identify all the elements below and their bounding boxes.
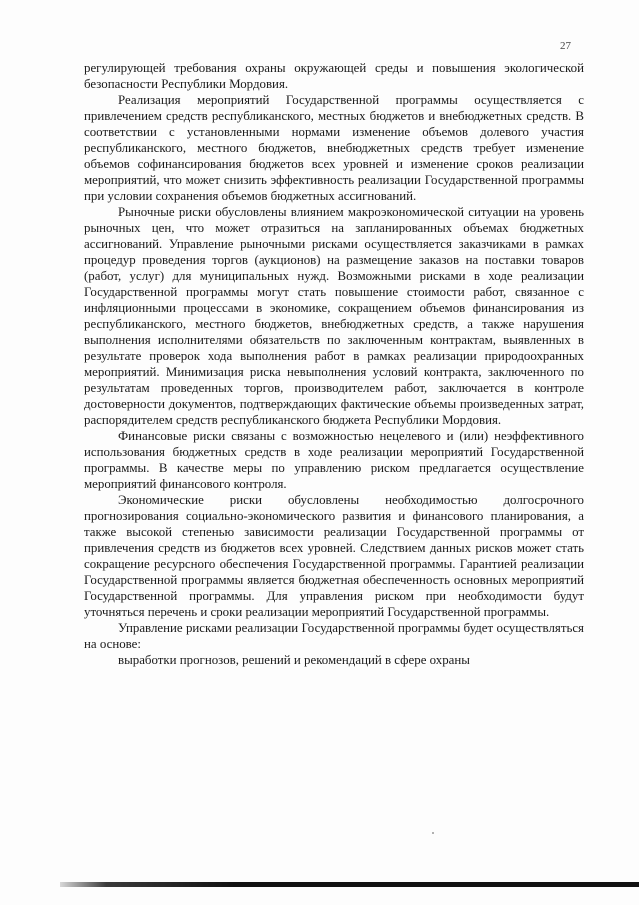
paragraph-market-risks: Рыночные риски обусловлены влиянием макроэкономической ситуации на уровень рыночных цен, что может отразиться на запланированных объемах бюджетных ассигнований. Управление рыночными рисками осуществляется заказчиками в рамках процедур проведения торгов (аукционов) на размещение заказов на поставки товаров (работ, услуг) для муниципальных нужд. Возможными рисками в ходе реализации Государственной программы могут стать повышение стоимости работ, связанное с инфляционными процессами в экономике, сокращением объемов финансирования из республиканского, местного бюджетов, внебюджетных средств, а также нарушения выполнения исполнителями обязательств по заключенным контрактам, выявленных в результате проверок хода выполнения работ в рамках реализации природоохранных мероприятий. Минимизация риска невыполнения условий контракта, заключенного по результатам проведенных торгов, производителем работ, заключается в контроле достоверности документов, подтверждающих фактические объемы произведенных затрат, распорядителем средств республиканского бюджета Республики Мордовия.: [84, 205, 584, 427]
scan-speck: [432, 832, 434, 834]
paragraph-risk-management: Управление рисками реализации Государственной программы будет осуществляться на основе:: [84, 621, 584, 651]
document-body: [84, 60, 584, 668]
paragraph-continuation: регулирующей требования охраны окружающей среды и повышения экологической безопасности Республики Мордовия.: [84, 61, 584, 91]
paragraph-forecasts: выработки прогнозов, решений и рекомендаций в сфере охраны: [118, 653, 470, 667]
page-number: 27: [560, 40, 571, 52]
paragraph-budget-risks: Реализация мероприятий Государственной программы осуществляется с привлечением средств республиканского, местных бюджетов и внебюджетных средств. В соответствии с установленными нормами изменение объемов долевого участия республиканского, местного бюджетов, внебюджетных средств требует изменение объемов софинансирования бюджетов всех уровней и изменение сроков реализации мероприятий, что может снизить эффективность реализации Государственной программы при условии сохранения объемов бюджетных ассигнований.: [84, 93, 584, 203]
paragraph-economic-risks: Экономические риски обусловлены необходимостью долгосрочного прогнозирования социально-экономического развития и финансового планирования, а также высокой степенью зависимости реализации Государственной программы от привлечения средств из бюджетов всех уровней. Следствием данных рисков может стать сокращение ресурсного обеспечения Государственной программы. Гарантией реализации Государственной программы является бюджетная обеспеченность основных мероприятий Государственной программы. Для управления риском при необходимости будут уточняться перечень и сроки реализации мероприятий Государственной программы.: [84, 493, 584, 619]
scan-edge-shadow: [60, 882, 639, 887]
paragraph-financial-risks: Финансовые риски связаны с возможностью нецелевого и (или) неэффективного использования бюджетных средств в ходе реализации мероприятий Государственной программы. В качестве меры по управлению риском предлагается осуществление мероприятий финансового контроля.: [84, 429, 584, 491]
